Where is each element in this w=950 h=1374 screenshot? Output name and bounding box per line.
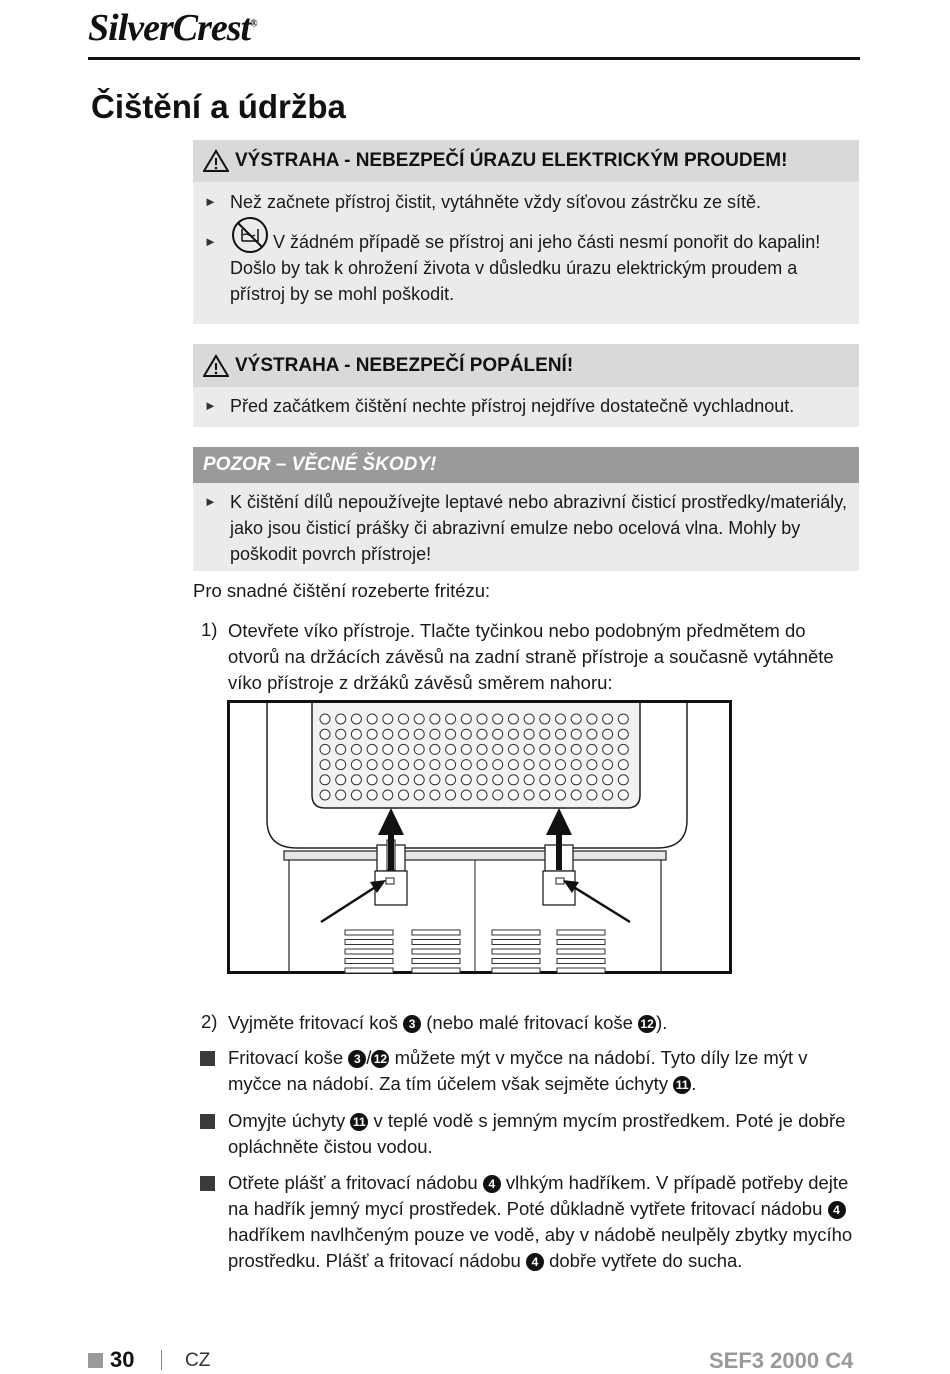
- vent-hole: [430, 760, 440, 770]
- vent-hole: [461, 775, 471, 785]
- part-ref-badge: 3: [403, 1015, 421, 1033]
- vent-hole: [540, 760, 550, 770]
- vent-hole: [461, 729, 471, 739]
- vent-hole: [383, 729, 393, 739]
- vent-hole: [603, 760, 613, 770]
- vent-hole: [351, 714, 361, 724]
- vent-hole: [367, 714, 377, 724]
- vent-hole: [477, 744, 487, 754]
- vent-hole: [461, 744, 471, 754]
- vent-hole: [367, 790, 377, 800]
- vent-hole: [446, 714, 456, 724]
- vent-hole: [320, 760, 330, 770]
- vent-hole: [430, 729, 440, 739]
- brand-logo: SilverCrest®: [88, 7, 257, 49]
- vent-hole: [320, 714, 330, 724]
- warning-burn-title: VÝSTRAHA - NEBEZPEČÍ POPÁLENÍ!: [235, 354, 574, 376]
- vent-hole: [336, 729, 346, 739]
- vent-hole: [508, 760, 518, 770]
- vent-hole: [571, 714, 581, 724]
- step-number: 1): [201, 619, 218, 640]
- vent-hole: [399, 760, 409, 770]
- vent-hole: [508, 790, 518, 800]
- vent-hole: [587, 775, 597, 785]
- vent-hole: [351, 744, 361, 754]
- vent-hole: [587, 714, 597, 724]
- vent-hole: [556, 775, 566, 785]
- body-vent-slot: [412, 949, 460, 954]
- vent-hole: [540, 775, 550, 785]
- vent-hole: [556, 790, 566, 800]
- caution-box: [193, 447, 859, 571]
- vent-hole: [540, 790, 550, 800]
- vent-hole: [367, 760, 377, 770]
- body-vent-slot: [345, 940, 393, 945]
- warning-electric-item: ► Než začnete přístroj čistit, vytáhněte vždy síťovou zástrčku ze sítě.: [193, 189, 859, 215]
- body-vent-slot: [492, 968, 540, 973]
- vent-hole: [493, 760, 503, 770]
- vent-hole: [571, 760, 581, 770]
- vent-hole: [430, 790, 440, 800]
- vent-hole: [477, 714, 487, 724]
- body-vent-slot: [345, 949, 393, 954]
- warning-burn-item: ► Před začátkem čištění nechte přístroj nejdříve dostatečně vychladnout.: [193, 393, 859, 419]
- vent-hole: [618, 744, 628, 754]
- vent-hole: [571, 729, 581, 739]
- vent-hole: [587, 729, 597, 739]
- vent-hole: [618, 790, 628, 800]
- caution-item: ► K čištění dílů nepoužívejte leptavé nebo abrazivní čisticí prostředky/materiály, jako jsou čisticí prášky či abrazivní emulze nebo ocelová vlna. Mohly by poškodit povrch přístroje!: [193, 489, 859, 567]
- step2-text: Vyjměte fritovací koš 3 (nebo malé fritovací koše 12 ).: [228, 1012, 668, 1033]
- part-ref-badge: 12: [371, 1050, 389, 1068]
- vent-hole: [414, 790, 424, 800]
- bullet-square-icon: [200, 1051, 215, 1066]
- vent-hole: [446, 775, 456, 785]
- vent-hole: [556, 729, 566, 739]
- vent-hole: [336, 790, 346, 800]
- vent-hole: [493, 744, 503, 754]
- vent-hole: [603, 775, 613, 785]
- vent-hole: [320, 790, 330, 800]
- vent-hole: [556, 714, 566, 724]
- vent-hole: [540, 729, 550, 739]
- vent-hole: [320, 729, 330, 739]
- vent-hole: [508, 729, 518, 739]
- vent-hole: [556, 744, 566, 754]
- body-vent-slot: [557, 949, 605, 954]
- vent-hole: [383, 760, 393, 770]
- body-vent-slot: [492, 949, 540, 954]
- body-vent-slot: [492, 930, 540, 935]
- vent-hole: [367, 729, 377, 739]
- vent-hole: [477, 729, 487, 739]
- bullet-arrow-icon: ►: [204, 194, 217, 209]
- vent-hole: [524, 775, 534, 785]
- body-vent-slot: [412, 940, 460, 945]
- body-vent-slot: [492, 940, 540, 945]
- vent-hole: [320, 775, 330, 785]
- warning-triangle-icon: [203, 149, 229, 173]
- bullet-dishwasher: Fritovací koše 3 / 12 můžete mýt v myčce na nádobí. Tyto díly lze mýt v myčce na nádobí. Za tím účelem však sejměte úchyty 11 .: [228, 1047, 808, 1094]
- vent-hole: [399, 729, 409, 739]
- vent-hole: [383, 790, 393, 800]
- vent-hole: [336, 760, 346, 770]
- body-vent-slot: [412, 959, 460, 964]
- footer-square-icon: [88, 1353, 103, 1368]
- vent-hole: [414, 729, 424, 739]
- step1-text: Otevřete víko přístroje. Tlačte tyčinkou nebo podobným předmětem do otvorů na držácích závěsů na zadní straně přístroje a současně vytáhněte víko přístroje z držáků závěsů směrem nahoru:: [228, 620, 834, 693]
- warning-burn-header: [193, 344, 859, 387]
- vent-hole: [430, 714, 440, 724]
- bullet-arrow-icon: ►: [204, 494, 217, 509]
- vent-hole: [414, 775, 424, 785]
- vent-hole: [430, 744, 440, 754]
- vent-hole: [461, 760, 471, 770]
- vent-hole: [383, 714, 393, 724]
- vent-hole: [446, 760, 456, 770]
- caution-header: [193, 447, 859, 483]
- warning-electric-title: VÝSTRAHA - NEBEZPEČÍ ÚRAZU ELEKTRICKÝM PROUDEM!: [235, 150, 788, 171]
- vent-hole: [320, 744, 330, 754]
- bullet-square-icon: [200, 1114, 215, 1129]
- bullet-arrow-icon: ►: [204, 398, 217, 413]
- body-vent-slot: [345, 959, 393, 964]
- vent-hole: [477, 775, 487, 785]
- part-ref-badge: 4: [483, 1175, 501, 1193]
- vent-hole: [603, 790, 613, 800]
- caution-title: POZOR – VĚCNÉ ŠKODY!: [203, 454, 437, 475]
- body-vent-slot: [345, 930, 393, 935]
- vent-hole: [571, 790, 581, 800]
- vent-hole: [336, 775, 346, 785]
- vent-hole: [524, 760, 534, 770]
- footer-model: SEF3 2000 C4: [709, 1348, 854, 1373]
- footer-language: CZ: [185, 1350, 211, 1371]
- vent-hole: [587, 744, 597, 754]
- vent-hole: [477, 760, 487, 770]
- vent-hole: [399, 744, 409, 754]
- vent-hole: [446, 729, 456, 739]
- vent-hole: [508, 744, 518, 754]
- footer-separator: [161, 1350, 162, 1370]
- vent-hole: [351, 790, 361, 800]
- vent-hole: [587, 760, 597, 770]
- vent-hole: [336, 714, 346, 724]
- vent-hole: [603, 744, 613, 754]
- vent-hole: [524, 790, 534, 800]
- bullet-handles: Omyjte úchyty 11 v teplé vodě s jemným mycím prostředkem. Poté je dobře opláchněte čistou vodou.: [228, 1110, 846, 1157]
- vent-hole: [618, 760, 628, 770]
- vent-hole: [493, 775, 503, 785]
- warning-electric-box: [193, 140, 859, 324]
- page-number: 30: [110, 1347, 135, 1372]
- vent-hole: [446, 744, 456, 754]
- vent-hole: [508, 714, 518, 724]
- vent-hole: [618, 729, 628, 739]
- part-ref-badge: 4: [526, 1253, 544, 1271]
- vent-hole: [540, 714, 550, 724]
- vent-hole: [399, 790, 409, 800]
- body-vent-slot: [557, 940, 605, 945]
- vent-hole: [524, 729, 534, 739]
- vent-hole: [414, 714, 424, 724]
- vent-hole: [618, 775, 628, 785]
- body-vent-slot: [345, 968, 393, 973]
- vent-hole: [367, 744, 377, 754]
- vent-hole: [430, 775, 440, 785]
- part-ref-badge: 11: [673, 1076, 691, 1094]
- vent-hole: [493, 729, 503, 739]
- bullet-square-icon: [200, 1176, 215, 1191]
- header-rule: [88, 57, 860, 60]
- body-vent-slot: [492, 959, 540, 964]
- warning-electric-item: ► V žádném případě se přístroj ani jeho části nesmí ponořit do kapalin! Došlo by tak k ohrožení života v důsledku úrazu elektrickým proudem a přístroj by se mohl poškodit.: [193, 229, 859, 309]
- vent-hole: [571, 775, 581, 785]
- vent-hole: [414, 744, 424, 754]
- vent-hole: [383, 744, 393, 754]
- vent-hole: [336, 744, 346, 754]
- vent-hole: [351, 729, 361, 739]
- body-vent-slot: [557, 959, 605, 964]
- body-vent-slot: [557, 968, 605, 973]
- part-ref-badge: 4: [828, 1201, 846, 1219]
- vent-hole: [618, 714, 628, 724]
- vent-hole: [493, 790, 503, 800]
- step-number: 2): [201, 1011, 218, 1032]
- body-vent-slot: [412, 968, 460, 973]
- warning-triangle-icon: [203, 354, 229, 378]
- bullet-housing: Otřete plášť a fritovací nádobu 4 vlhkým hadříkem. V případě potřeby dejte na hadřík jemný mycí prostředek. Poté důkladně vytřete fritovací nádobu 4 hadříkem navlhčeným pouze ve vodě, aby v nádobě neulpěly zbytky mycího prostředku. Plášť a fritovací nádobu 4 dobře vytřete do sucha.: [228, 1172, 853, 1271]
- part-ref-badge: 3: [348, 1050, 366, 1068]
- vent-hole: [603, 729, 613, 739]
- intro-text: Pro snadné čištění rozeberte fritézu:: [193, 580, 491, 601]
- vent-hole: [414, 760, 424, 770]
- part-ref-badge: 11: [350, 1113, 368, 1131]
- vent-hole: [461, 790, 471, 800]
- no-immersion-icon: [230, 215, 270, 255]
- body-vent-slot: [412, 930, 460, 935]
- part-ref-badge: 12: [638, 1015, 656, 1033]
- vent-hole: [461, 714, 471, 724]
- page-title: Čištění a údržba: [91, 88, 346, 125]
- bullet-arrow-icon: ►: [204, 234, 217, 249]
- vent-hole: [508, 775, 518, 785]
- vent-hole: [399, 714, 409, 724]
- vent-hole: [603, 714, 613, 724]
- vent-hole: [383, 775, 393, 785]
- vent-hole: [524, 714, 534, 724]
- vent-hole: [351, 760, 361, 770]
- vent-hole: [587, 790, 597, 800]
- vent-hole: [446, 790, 456, 800]
- vent-hole: [524, 744, 534, 754]
- vent-hole: [367, 775, 377, 785]
- hinge-removal-illustration: [227, 700, 732, 974]
- vent-hole: [399, 775, 409, 785]
- vent-hole: [571, 744, 581, 754]
- vent-hole: [556, 760, 566, 770]
- warning-electric-header: [193, 140, 859, 182]
- vent-hole: [493, 714, 503, 724]
- vent-hole: [540, 744, 550, 754]
- warning-burn-box: [193, 344, 859, 427]
- vent-hole: [477, 790, 487, 800]
- vent-hole: [351, 775, 361, 785]
- body-vent-slot: [557, 930, 605, 935]
